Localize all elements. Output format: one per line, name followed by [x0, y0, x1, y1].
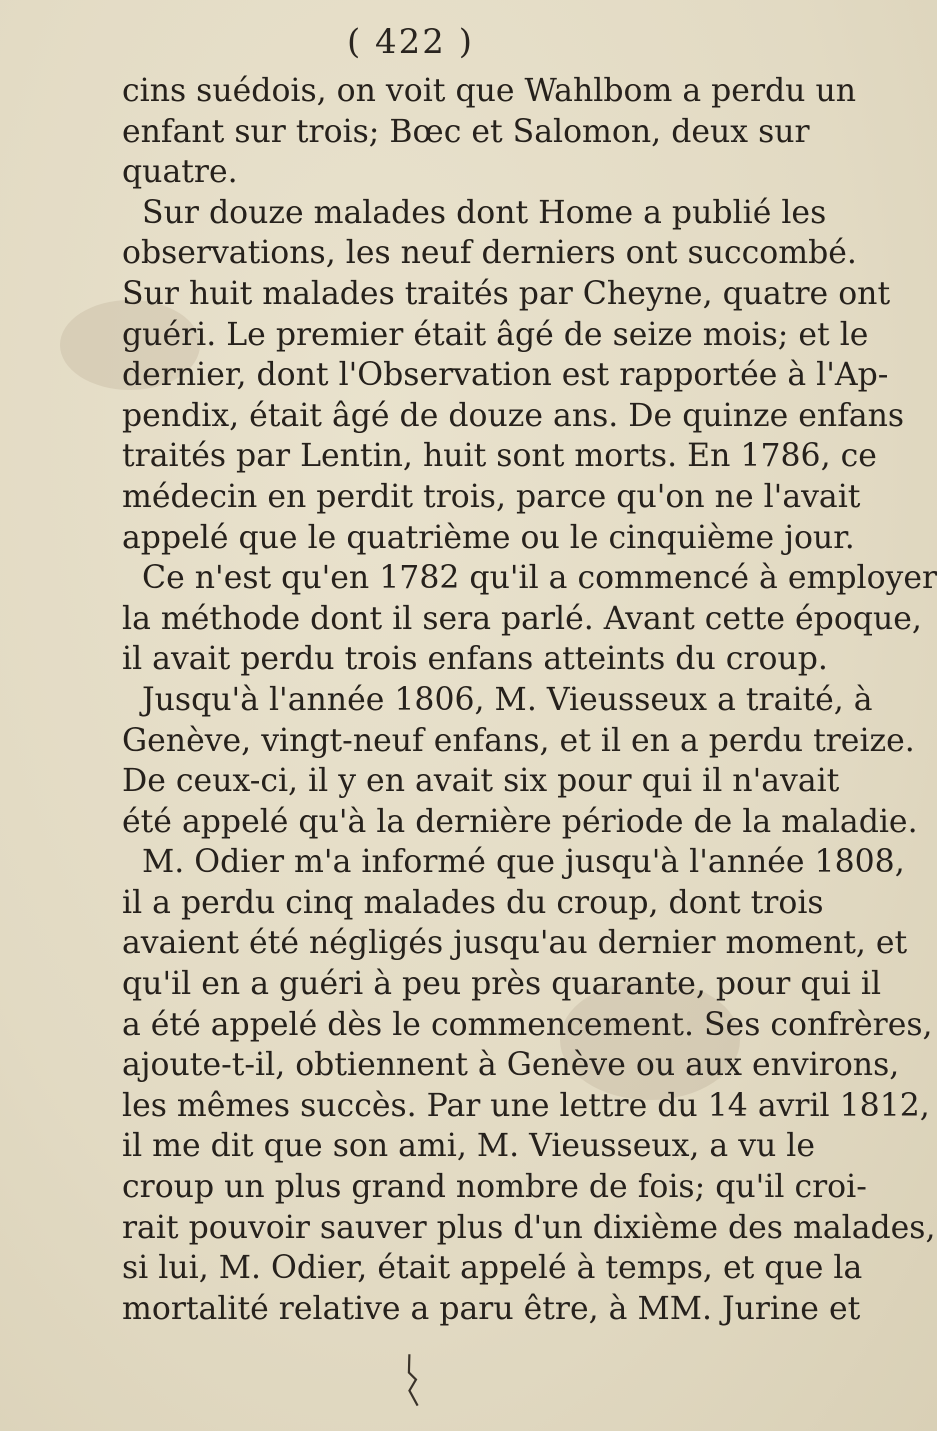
text-line: il avait perdu trois enfans atteints du croup. — [122, 641, 828, 678]
text-line: croup un plus grand nombre de fois; qu'il croi- — [122, 1169, 867, 1206]
text-line: appelé que le quatrième ou le cinquième jour. — [122, 519, 855, 556]
text-line: la méthode dont il sera parlé. Avant cette époque, — [122, 600, 922, 637]
text-line: observations, les neuf derniers ont succombé. — [122, 235, 857, 272]
text-line: cins suédois, on voit que Wahlbom a perdu un — [122, 73, 857, 109]
text-line: ajoute-t-il, obtiennent à Genève ou aux environs, — [122, 1047, 900, 1084]
text-line: guéri. Le premier était âgé de seize mois; et le — [122, 316, 869, 353]
text-line: médecin en perdit trois, parce qu'on ne l'avait — [122, 478, 861, 515]
text-line: été appelé qu'à la dernière période de la maladie. — [122, 803, 918, 840]
text-line: M. Odier m'a informé que jusqu'à l'année 1808, — [142, 844, 905, 881]
text-line: rait pouvoir sauver plus d'un dixième des malades, — [122, 1209, 936, 1246]
text-line: De ceux-ci, il y en avait six pour qui il n'avait — [122, 763, 840, 800]
ink-mark-icon — [394, 1348, 432, 1412]
page-number: ( 422 ) — [346, 22, 475, 62]
text-line: mortalité relative a paru être, à MM. Jurine et — [122, 1290, 861, 1327]
text-line: Sur huit malades traités par Cheyne, quatre ont — [122, 275, 891, 312]
text-line: il a perdu cinq malades du croup, dont trois — [122, 884, 824, 921]
text-line: a été appelé dès le commencement. Ses confrères, — [122, 1006, 933, 1043]
text-line: dernier, dont l'Observation est rapportée à l'Ap- — [122, 357, 889, 394]
text-line: Genève, vingt-neuf enfans, et il en a perdu treize. — [122, 722, 915, 759]
text-line: Sur douze malades dont Home a publié les — [142, 194, 827, 231]
text-line: les mêmes succès. Par une lettre du 14 avril 1812, — [122, 1087, 930, 1124]
text-line: qu'il en a guéri à peu près quarante, pour qui il — [122, 966, 882, 1003]
text-line: pendix, était âgé de douze ans. De quinze enfans — [122, 397, 905, 434]
text-line: Jusqu'à l'année 1806, M. Vieusseux a traité, à — [142, 681, 873, 718]
page-header — [0, 22, 801, 62]
body-text — [122, 71, 937, 1329]
text-line: avaient été négligés jusqu'au dernier moment, et — [122, 925, 908, 962]
text-line: si lui, M. Odier, était appelé à temps, et que la — [122, 1250, 863, 1287]
text-line: enfant sur trois; Bœc et Salomon, deux sur — [122, 113, 810, 150]
text-line: quatre. — [122, 154, 238, 191]
text-line: il me dit que son ami, M. Vieusseux, a vu le — [122, 1128, 816, 1165]
text-line: Ce n'est qu'en 1782 qu'il a commencé à employer — [142, 560, 937, 597]
text-line: traités par Lentin, huit sont morts. En 1786, ce — [122, 438, 877, 475]
